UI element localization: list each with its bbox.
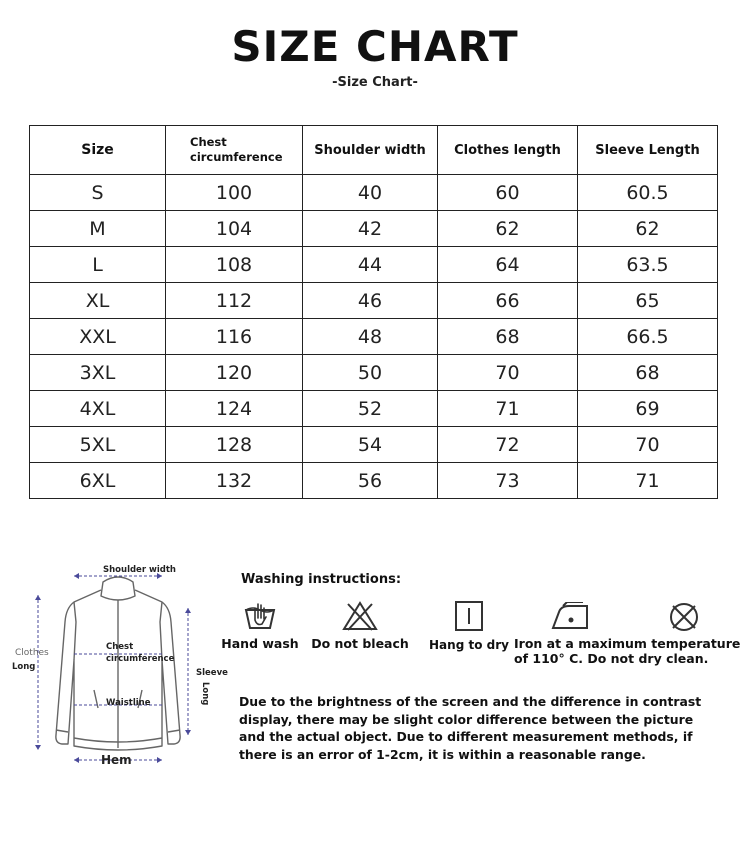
page-title: SIZE CHART — [231, 22, 519, 71]
label-sleeve-long: Long — [200, 682, 210, 706]
cell-sleeve-length: 69 — [578, 391, 718, 427]
cell-shoulder: 56 — [303, 463, 438, 499]
iron-label-line2: of 110° C. Do not dry clean. — [514, 651, 709, 666]
washing-title: Washing instructions: — [241, 572, 402, 587]
table-row — [30, 391, 718, 427]
table-row — [30, 175, 718, 211]
cell-shoulder: 52 — [303, 391, 438, 427]
cell-shoulder: 54 — [303, 427, 438, 463]
cell-sleeve-length: 68 — [578, 355, 718, 391]
header-sleeve-length: Sleeve Length — [578, 126, 718, 175]
cell-clothes-length: 60 — [438, 175, 578, 211]
cell-sleeve-length: 65 — [578, 283, 718, 319]
table-row — [30, 211, 718, 247]
cell-size: 6XL — [30, 463, 166, 499]
iron-icon — [549, 602, 591, 632]
cell-size: 4XL — [30, 391, 166, 427]
cell-size: M — [30, 211, 166, 247]
hand-wash-icon — [243, 600, 277, 632]
do-not-dry-clean-icon — [668, 601, 700, 633]
header-shoulder: Shoulder width — [303, 126, 438, 175]
table-row — [30, 247, 718, 283]
color-disclaimer: Due to the brightness of the screen and the difference in contrast display, there may be slight color difference between the picture and the actual object. Due to different measurement methods, if there is an error of 1-2cm, it is within a reasonable range. — [239, 694, 702, 762]
cell-chest: 112 — [166, 283, 303, 319]
cell-size: 5XL — [30, 427, 166, 463]
cell-clothes-length: 70 — [438, 355, 578, 391]
cell-chest: 108 — [166, 247, 303, 283]
cell-size: 3XL — [30, 355, 166, 391]
cell-size: L — [30, 247, 166, 283]
table-row — [30, 355, 718, 391]
cell-chest: 100 — [166, 175, 303, 211]
header-size: Size — [30, 126, 166, 175]
iron-label-line1: Iron at a maximum temperature — [514, 636, 741, 651]
label-chest: Chest — [106, 642, 134, 652]
label-waistline: Waistline — [106, 698, 151, 708]
cell-chest: 132 — [166, 463, 303, 499]
cell-sleeve-length: 62 — [578, 211, 718, 247]
header-chest: Chest circumference — [166, 126, 303, 175]
hang-to-dry-label: Hang to dry — [429, 638, 509, 652]
cell-sleeve-length: 60.5 — [578, 175, 718, 211]
cell-shoulder: 46 — [303, 283, 438, 319]
cell-clothes-length: 64 — [438, 247, 578, 283]
care-do-not-bleach — [310, 600, 410, 651]
cell-clothes-length: 66 — [438, 283, 578, 319]
cell-sleeve-length: 63.5 — [578, 247, 718, 283]
cell-clothes-length: 71 — [438, 391, 578, 427]
page-subtitle: -Size Chart- — [332, 75, 418, 90]
label-hem: Hem — [101, 753, 132, 767]
do-not-bleach-icon — [342, 600, 378, 632]
cell-clothes-length: 68 — [438, 319, 578, 355]
care-hand-wash — [221, 600, 299, 651]
cell-chest: 124 — [166, 391, 303, 427]
cell-chest: 104 — [166, 211, 303, 247]
size-table — [29, 125, 718, 499]
table-row — [30, 463, 718, 499]
cell-sleeve-length: 66.5 — [578, 319, 718, 355]
label-clothes: Clothes — [15, 648, 49, 658]
hang-to-dry-icon — [453, 600, 485, 632]
label-clothes-long: Long — [12, 662, 36, 672]
hand-wash-label: Hand wash — [221, 636, 299, 651]
label-shoulder-width: Shoulder width — [103, 565, 176, 575]
cell-size: XXL — [30, 319, 166, 355]
cell-chest: 128 — [166, 427, 303, 463]
cell-size: S — [30, 175, 166, 211]
cell-shoulder: 42 — [303, 211, 438, 247]
table-row — [30, 427, 718, 463]
label-circumference: circumference — [106, 654, 175, 664]
care-hang-to-dry — [426, 600, 512, 652]
cell-sleeve-length: 70 — [578, 427, 718, 463]
cell-shoulder: 50 — [303, 355, 438, 391]
cell-clothes-length: 62 — [438, 211, 578, 247]
label-sleeve: Sleeve — [196, 668, 228, 678]
do-not-bleach-label: Do not bleach — [311, 636, 409, 651]
cell-shoulder: 44 — [303, 247, 438, 283]
cell-clothes-length: 72 — [438, 427, 578, 463]
header-clothes-length: Clothes length — [438, 126, 578, 175]
cell-sleeve-length: 71 — [578, 463, 718, 499]
table-header-row — [30, 126, 718, 175]
cell-chest: 120 — [166, 355, 303, 391]
table-row — [30, 319, 718, 355]
cell-clothes-length: 73 — [438, 463, 578, 499]
jacket-diagram — [8, 560, 228, 775]
table-row — [30, 283, 718, 319]
cell-size: XL — [30, 283, 166, 319]
jacket-illustration — [8, 560, 228, 775]
cell-chest: 116 — [166, 319, 303, 355]
cell-shoulder: 40 — [303, 175, 438, 211]
cell-shoulder: 48 — [303, 319, 438, 355]
